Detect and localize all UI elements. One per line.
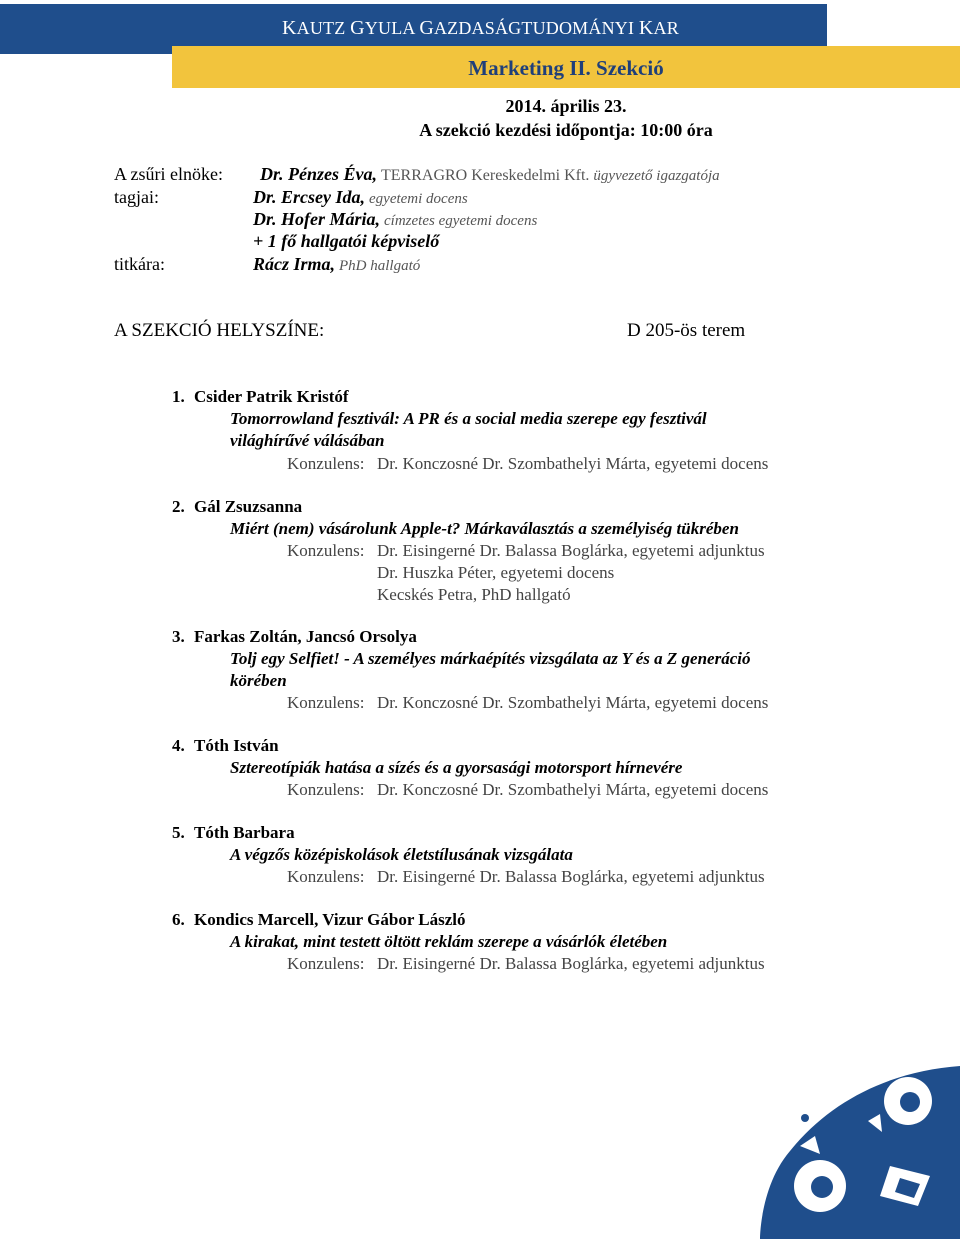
university-logo-icon <box>760 1066 960 1239</box>
presentation-number: 3. <box>172 627 185 646</box>
secretary: Rácz Irma, PhD hallgató <box>253 254 421 274</box>
consultant-name: Dr. Konczosné Dr. Szombathelyi Márta, egyetemi docens <box>377 780 769 799</box>
presentation-title-cont: körében <box>230 671 287 690</box>
consultant-label: Konzulens: <box>287 867 365 886</box>
presentation-number: 4. <box>172 736 185 755</box>
presentation-number: 5. <box>172 823 185 842</box>
presentation-title: Tolj egy Selfiet! - A személyes márkaépítés vizsgálata az Y és a Z generáció <box>230 649 751 668</box>
location-value: D 205-ös terem <box>627 320 746 341</box>
consultant-name: Dr. Eisingerné Dr. Balassa Boglárka, egyetemi adjunktus <box>377 867 765 886</box>
consultant-label: Konzulens: <box>287 454 365 473</box>
consultant-label: Konzulens: <box>287 954 365 973</box>
section-title: Marketing II. Szekció <box>468 56 664 80</box>
presentation-authors: Tóth Barbara <box>194 823 295 842</box>
location-label: A SZEKCIÓ HELYSZÍNE: <box>114 320 325 341</box>
presentation-title: Sztereotípiák hatása a sízés és a gyorsasági motorsport hírnevére <box>230 758 683 777</box>
consultant-name: Dr. Konczosné Dr. Szombathelyi Márta, egyetemi docens <box>377 454 769 473</box>
jury-member-2: Dr. Hofer Mária, címzetes egyetemi docens <box>253 209 538 229</box>
jury-member-3: + 1 fő hallgatói képviselő <box>253 231 440 251</box>
consultant-name: Dr. Konczosné Dr. Szombathelyi Márta, egyetemi docens <box>377 693 769 712</box>
jury-members-label: tagjai: <box>114 187 159 207</box>
presentation-number: 1. <box>172 387 185 406</box>
session-date: 2014. április 23. <box>505 96 627 116</box>
consultant-name: Kecskés Petra, PhD hallgató <box>377 585 571 604</box>
consultant-label: Konzulens: <box>287 780 365 799</box>
faculty-name: KAUTZ GYULA GAZDASÁGTUDOMÁNYI KAR <box>282 17 679 39</box>
presentation-authors: Farkas Zoltán, Jancsó Orsolya <box>194 627 417 646</box>
jury-chair-label: A zsűri elnöke: <box>114 164 223 184</box>
consultant-label: Konzulens: <box>287 693 365 712</box>
jury-chair-org: TERRAGRO Kereskedelmi Kft. <box>381 167 590 184</box>
presentation-title: Tomorrowland fesztivál: A PR és a social media szerepe egy fesztivál <box>230 409 707 428</box>
presentation-title: A végzős középiskolások életstílusának vizsgálata <box>230 845 573 864</box>
presentation-number: 2. <box>172 497 185 516</box>
presentation-authors: Tóth István <box>194 736 279 755</box>
jury-chair-role: ügyvezető igazgatója <box>593 168 720 184</box>
secretary-label: titkára: <box>114 254 165 274</box>
session-start-time: A szekció kezdési időpontja: 10:00 óra <box>419 120 713 140</box>
presentation-authors: Csider Patrik Kristóf <box>194 387 349 406</box>
presentation-authors: Kondics Marcell, Vizur Gábor László <box>194 910 466 929</box>
jury-member-1: Dr. Ercsey Ida, egyetemi docens <box>253 187 468 207</box>
consultant-name: Dr. Huszka Péter, egyetemi docens <box>377 563 615 582</box>
presentation-number: 6. <box>172 910 185 929</box>
presentation-title: A kirakat, mint testett öltött reklám szerepe a vásárlók életében <box>230 932 668 951</box>
presentation-authors: Gál Zsuzsanna <box>194 497 303 516</box>
consultant-label: Konzulens: <box>287 541 365 560</box>
consultant-name: Dr. Eisingerné Dr. Balassa Boglárka, egyetemi adjunktus <box>377 954 765 973</box>
jury-chair <box>260 164 720 185</box>
presentation-title-cont: világhírűvé válásában <box>230 431 385 450</box>
presentation-title: Miért (nem) vásárolunk Apple-t? Márkaválasztás a személyiség tükrében <box>230 519 739 538</box>
jury-chair-name: Dr. Pénzes Éva, <box>260 164 377 184</box>
consultant-name: Dr. Eisingerné Dr. Balassa Boglárka, egyetemi adjunktus <box>377 541 765 560</box>
